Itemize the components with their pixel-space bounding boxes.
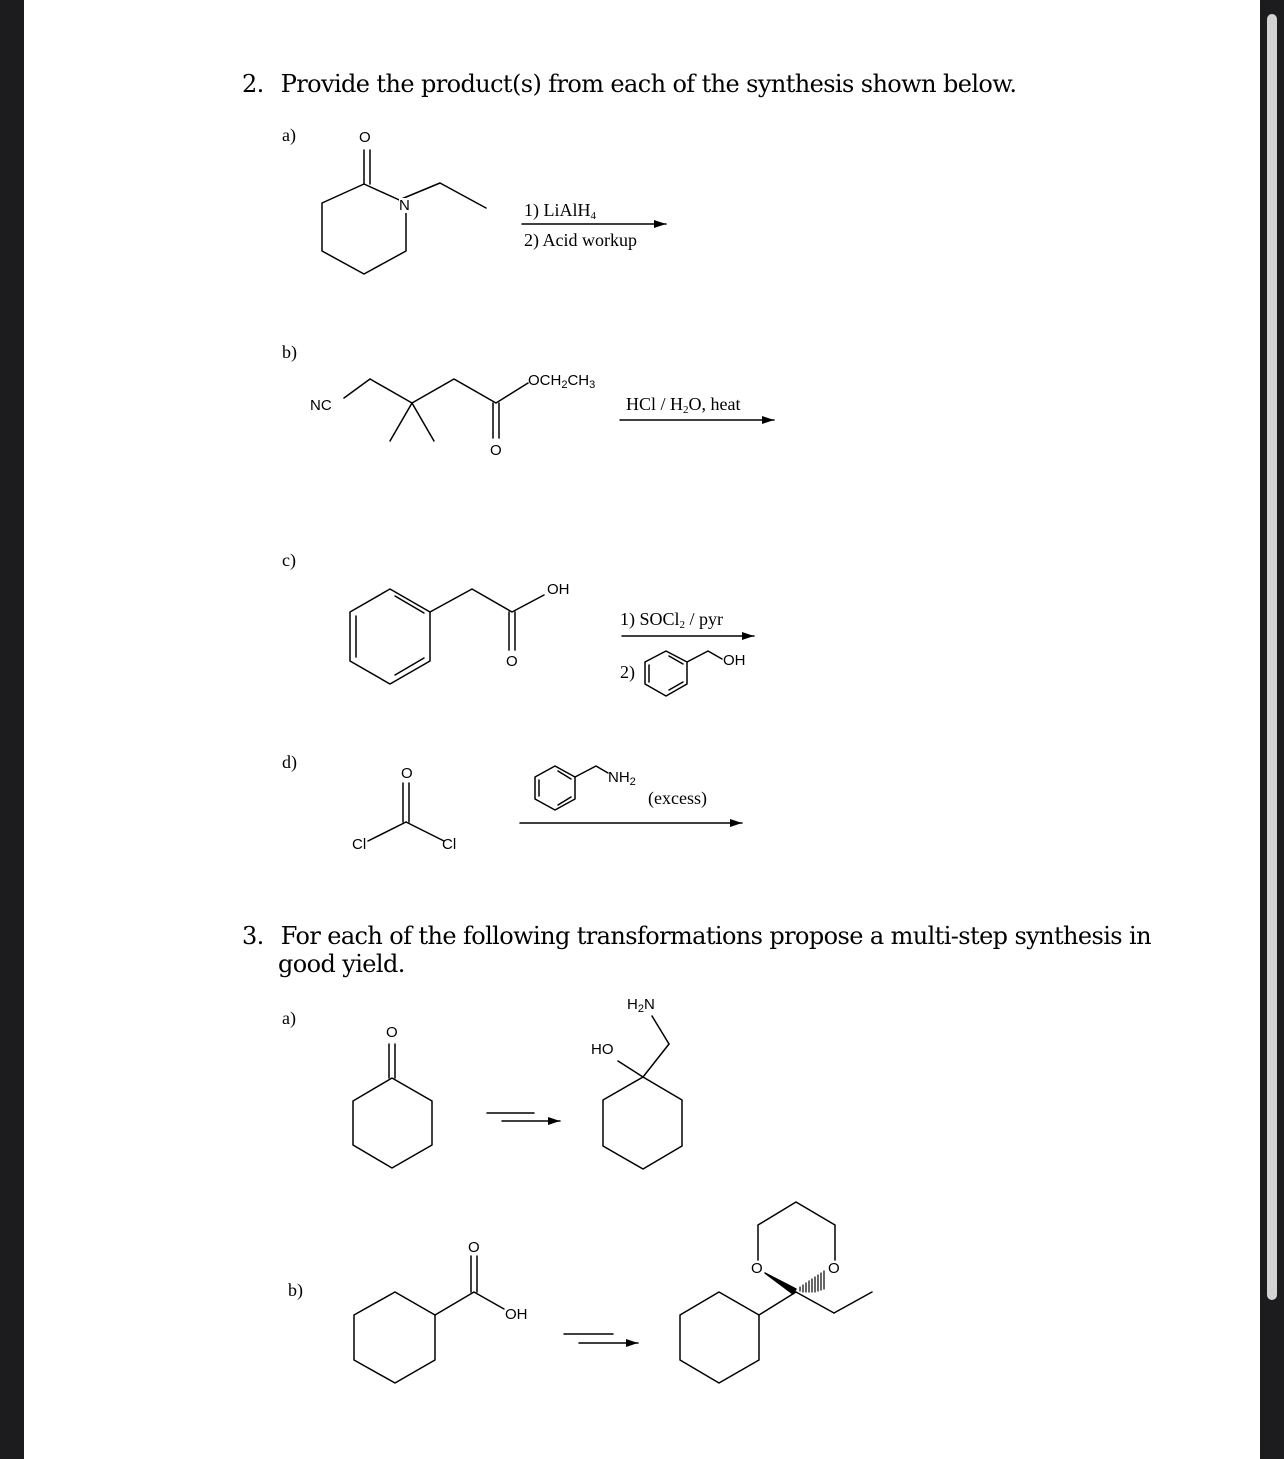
q3-heading: [242, 922, 1151, 950]
q2b-label: b): [282, 342, 297, 362]
q2c-atom-oh: OH: [547, 581, 570, 598]
q2c-label: c): [282, 550, 296, 570]
q2d-benzylamine: [535, 766, 608, 810]
q2d-excess: (excess): [648, 788, 707, 808]
vertical-scrollbar[interactable]: [1262, 0, 1284, 1459]
document-page: [24, 0, 1260, 1459]
q2b-atom-o: O: [490, 442, 502, 459]
q2-number: 2.: [242, 70, 264, 98]
q2a-label: a): [282, 125, 296, 145]
q2d-structure: [368, 783, 444, 841]
q3b-product-o-right: O: [828, 1260, 840, 1277]
q3a-start-structure: [353, 1044, 432, 1168]
q3a-product-h2n: $H_2N$: [627, 996, 655, 1015]
q2b-structure: [344, 379, 528, 441]
q3b-product-o-left: O: [751, 1260, 763, 1277]
q3-text-line1: For each of the following transformations propose a multi-step synthesis in: [280, 922, 1151, 950]
q2a-reagent-1: 1) LiAlH$_4$: [524, 200, 596, 222]
q2c-reagent-1: 1) SOCl$_2$ / pyr: [620, 609, 724, 631]
q2a-atom-n: N: [399, 197, 410, 214]
q3b-start-structure: [354, 1256, 504, 1383]
q2c-benzyl-alcohol: [645, 651, 722, 696]
q3b-atom-o: O: [468, 1239, 480, 1256]
q2d-label: d): [282, 752, 297, 772]
q3b-product-structure: [680, 1202, 872, 1383]
q2c-reagent-2: 2): [620, 662, 635, 682]
q3a-product-structure: [603, 1016, 682, 1169]
q2d-amine-group: $NH_2$: [608, 769, 636, 788]
q2d-atom-o: O: [401, 765, 413, 782]
q2d-atom-cl-left: Cl: [352, 836, 367, 853]
q3b-arrow: [564, 1334, 638, 1343]
q3b-label: b): [288, 1280, 303, 1300]
q2a-atom-o: O: [359, 129, 371, 146]
q2-heading: [242, 70, 1016, 98]
structure-drawings: [24, 0, 1260, 1459]
q3b-atom-oh: OH: [505, 1306, 528, 1323]
scrollbar-thumb[interactable]: [1267, 14, 1277, 1300]
q2c-reagent-oh: OH: [723, 652, 746, 669]
q2b-ester-group: $OCH_2CH_3$: [528, 372, 596, 391]
q3-number: 3.: [242, 922, 264, 950]
q3a-label: a): [282, 1008, 296, 1028]
q2a-reagent-2: 2) Acid workup: [524, 230, 637, 250]
q2-text: Provide the product(s) from each of the synthesis shown below.: [280, 70, 1017, 98]
q3-text-line2: good yield.: [278, 950, 405, 978]
q2c-atom-o: O: [506, 653, 518, 670]
q2d-atom-cl-right: Cl: [442, 836, 457, 853]
q3a-product-ho: HO: [591, 1041, 614, 1058]
q3a-atom-o: O: [386, 1024, 398, 1041]
q3a-arrow: [487, 1113, 560, 1121]
q2b-atom-nc: NC: [310, 397, 332, 414]
q2b-reagent: HCl / $H_2O$, heat: [626, 394, 741, 416]
